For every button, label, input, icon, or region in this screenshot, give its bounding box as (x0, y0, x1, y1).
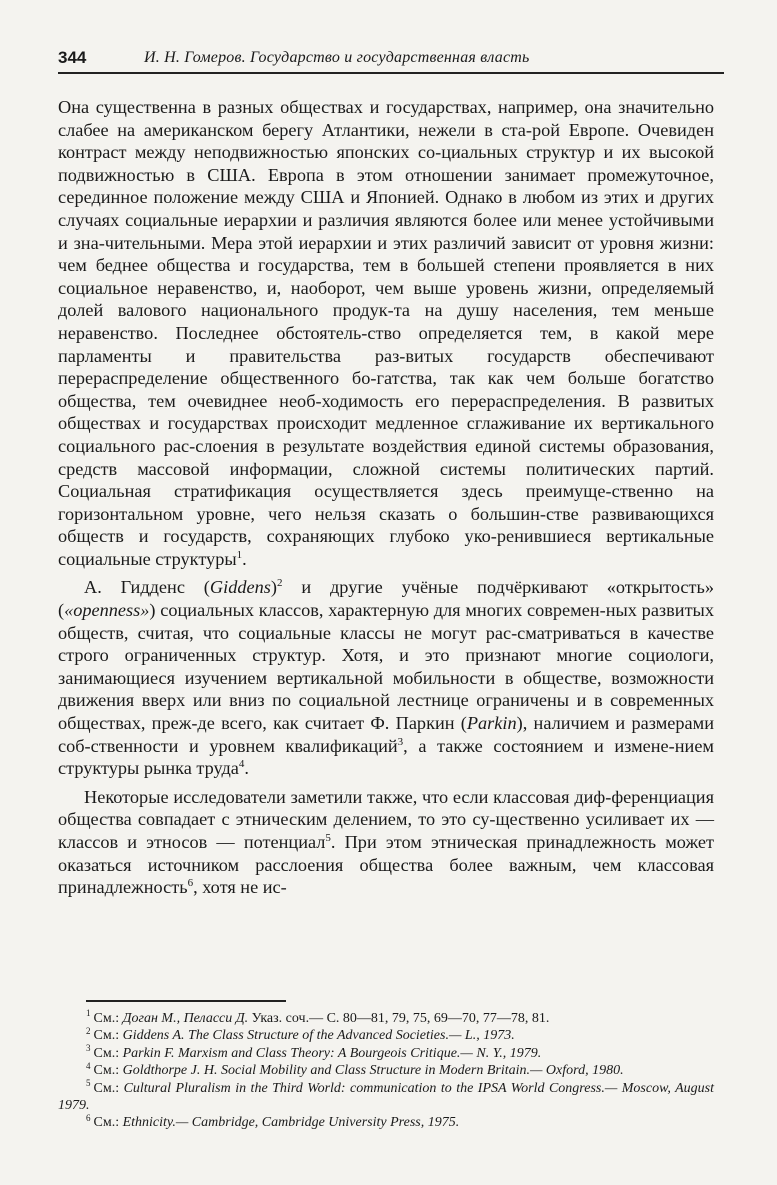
footnote: $^5$ См.: Cultural Pluralism in the Third World: communication to the IPSA World Congress.— Moscow, August 1979. (58, 1077, 714, 1114)
footnote: $^6$ См.: Ethnicity.— Cambridge, Cambridge University Press, 1975. (86, 1112, 460, 1131)
running-header (58, 46, 724, 74)
footnote: $^1$ См.: Доган М., Пеласси Д. Указ. соч.— С. 80—81, 79, 75, 69—70, 77—78, 81. (86, 1008, 550, 1026)
paragraph: Она существенна в разных обществах и государствах, например, она значительно слабее на американском берегу Атлантики, нежели в ста-рой Европе. Очевиден контраст между неподвижностью японских со-циальных структур и их высокой подвижностью в США. Европа в этом отношении занимает промежуточное, серединное положение между США и Японией. Однако в любом из этих и других случаях социальные иерархии и различия являются более или менее устойчивыми и зна-чительными. Мера этой иерархии и этих различий зависит от уровня жизни: чем беднее общества и государства, тем в большей степени проявляется в них социальное неравенство, и, наоборот, чем выше уровень жизни, определяемый долей валового национального продук-та на душу населения, тем меньше неравенство. Последнее обстоятель-ство определяется тем, в какой мере парламенты и правительства раз-витых государств обеспечивают перераспределение общественного бо-гатства, так как чем больше богатство общества, тем очевиднее необ-ходимость его перераспределения. В развитых обществах и государствах происходит медленное сглаживание их вертикального социального рас-слоения в результате воздействия единой системы образования, средств массовой информации, сложной системы политических партий. Социальная стратификация осуществляется здесь преимуще-ственно на горизонтальном уровне, чего нельзя сказать о большин-стве развивающихся обществ и государств, сохраняющих глубоко уко-ренившиеся вертикальные социальные структуры$^1$. (58, 97, 714, 569)
footnote-ref: 5 (325, 831, 331, 844)
footnote: $^4$ См.: Goldthorpe J. H. Social Mobility and Class Structure in Modern Britain.— Oxford, 1980. (86, 1060, 624, 1079)
paragraph: А. Гидденс (Giddens)$^2$ и другие учёные подчёркивают «открытость» («openness») социальных классов, характерную для многих современ-ных развитых обществ, считая, что социальные классы не могут рас-сматриваться в качестве строго ограниченных структур. Хотя, и это признают многие социологи, занимающиеся изучением вертикальной мобильности в обществе, возможности движения вверх или вниз по социальной лестнице ограничены и в современных обществах, преж-де всего, как считает Ф. Паркин (Parkin), наличием и размерами соб-ственности и уровнем квалификаций$^3$, а также состоянием и измене-нием структуры рынка труда$^4$. (58, 577, 714, 779)
footnote-divider (86, 1000, 286, 1002)
paragraph: Некоторые исследователи заметили также, что если классовая диф-ференциация общества совпадает с этническим делением, то это су-щественно усиливает их — классов и этносов — потенциал$^5$. При этом этническая принадлежность может оказаться источником расслоения общества более важным, чем классовая принадлежность$^6$, хотя не ис- (58, 786, 714, 898)
footnote: $^3$ См.: Parkin F. Marxism and Class Theory: A Bourgeois Critique.— N. Y., 1979. (86, 1043, 542, 1061)
main-text (58, 96, 714, 905)
foreign-term: «openness» (64, 600, 150, 621)
footnote: $^2$ См.: Giddens A. The Class Structure of the Advanced Societies.— L., 1973. (86, 1025, 515, 1044)
footnote-ref: 1 (236, 548, 243, 561)
footnotes (58, 1010, 714, 1132)
footnote-ref: 3 (397, 735, 404, 748)
page-number: 344 (58, 48, 87, 67)
foreign-term: Parkin (466, 713, 517, 734)
running-title: И. Н. Гомеров. Государство и государственная власть (144, 49, 530, 66)
footnote-ref: 2 (276, 577, 283, 590)
footnote-ref: 4 (238, 758, 245, 771)
footnote-ref: 6 (187, 877, 194, 890)
foreign-term: Giddens (209, 577, 271, 598)
